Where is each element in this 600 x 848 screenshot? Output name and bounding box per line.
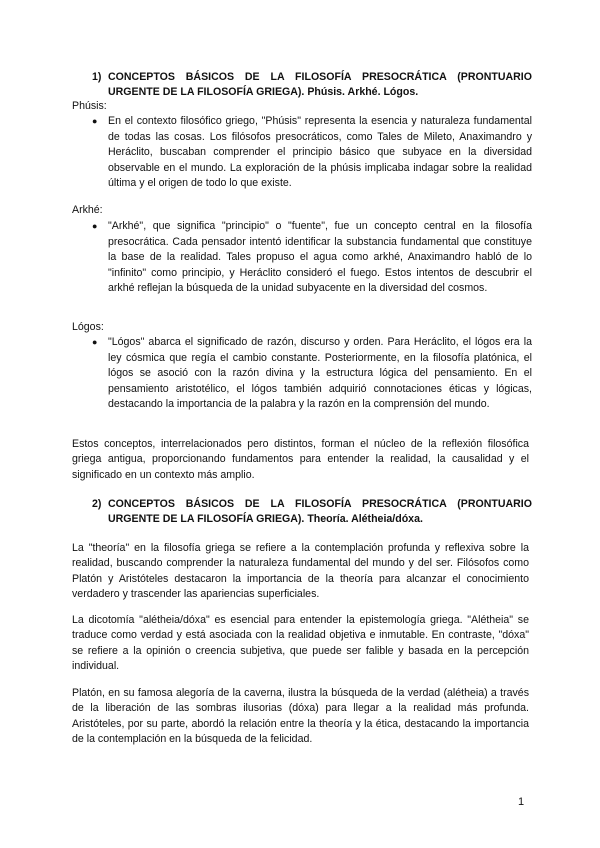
section-2-paragraph: La dicotomía "alétheia/dóxa" es esencial para entender la epistemología griega. "Alétheia" se traduce como verdad y está asociada con la realidad objetiva e inmutable. En contraste, "dóxa" se refiere a la opinión o creencia subjetiva, que puede ser falible y basada en la percepción individual. [72, 614, 529, 673]
page-number: 1 [518, 796, 525, 808]
phusis-text: En el contexto filosófico griego, "Phúsis" representa la esencia y naturaleza fundamental de todas las cosas. Los filósofos presocráticos, como Tales de Mileto, Anaximandro y Heráclito, buscaban comprender el principio básico que subyace en la diversidad observable en el mundo. La exploración de la phúsis implicaba indagar sobre la realidad última y el origen de todo lo que existe. [108, 115, 532, 190]
bullet-icon: ● [92, 221, 98, 231]
section-1-title: CONCEPTOS BÁSICOS DE LA FILOSOFÍA PRESOCRÁTICA (PRONTUARIO URGENTE DE LA FILOSOFÍA GRIEGA). Phúsis. Arkhé. Lógos. [108, 71, 532, 98]
section-1-conclusion: Estos conceptos, interrelacionados pero distintos, forman el núcleo de la reflexión filosófica griega antigua, proporcionando fundamentos para entender la realidad, la causalidad y el significado en un contexto más amplio. [72, 438, 529, 481]
arkhe-text: "Arkhé", que significa "principio" o "fuente", fue un concepto central en la filosofía presocrática. Cada pensador intentó identificar la substancia fundamental que constituye la base de la realidad. Tales propuso el agua como arkhé, Anaximandro habló de lo "infinito" como principio, y Heráclito consideró el fuego. Estos intentos de descubrir el arkhé reflejan la búsqueda de la unidad subyacente en la diversidad del cosmos. [108, 220, 532, 295]
logos-text: "Lógos" abarca el significado de razón, discurso y orden. Para Heráclito, el lógos era la ley cósmica que regía el cambio constante. Posteriormente, en la filosofía platónica, el lógos se asoció con la razón divina y la estructura lógica del pensamiento. En el pensamiento aristotélico, el lógos también adquirió connotaciones éticas y lógicas, destacando la importancia de la palabra y la razón en la comprensión del mundo. [108, 336, 532, 411]
logos-label: Lógos: [72, 321, 104, 333]
arkhe-bullet [92, 219, 532, 297]
section-2-heading [92, 497, 532, 527]
logos-bullet [92, 335, 532, 413]
arkhe-label: Arkhé: [72, 204, 103, 216]
phusis-label: Phúsis: [72, 100, 107, 112]
section-2-number: 2) [92, 498, 102, 510]
section-1-heading [92, 70, 532, 100]
section-2-paragraph: La "theoría" en la filosofía griega se refiere a la contemplación profunda y reflexiva sobre la realidad, buscando comprender la naturaleza fundamental del mundo y del ser. Filósofos como Platón y Aristóteles destacaron la importancia de la theoría para alcanzar el conocimiento verdadero y trascender las apariencias superficiales. [72, 542, 529, 601]
bullet-icon: ● [92, 337, 98, 347]
phusis-bullet [92, 114, 532, 192]
bullet-icon: ● [92, 116, 98, 126]
section-2-paragraph: Platón, en su famosa alegoría de la caverna, ilustra la búsqueda de la verdad (alétheia) a través de la liberación de las sombras ilusorias (dóxa) para llegar a la realidad más profunda. Aristóteles, por su parte, abordó la relación entre la theoría y la ética, destacando la importancia de la contemplación en la búsqueda de la felicidad. [72, 687, 529, 746]
section-2-title: CONCEPTOS BÁSICOS DE LA FILOSOFÍA PRESOCRÁTICA (PRONTUARIO URGENTE DE LA FILOSOFÍA GRIEGA). Theoría. Alétheia/dóxa. [108, 498, 532, 525]
section-1-number: 1) [92, 71, 102, 83]
